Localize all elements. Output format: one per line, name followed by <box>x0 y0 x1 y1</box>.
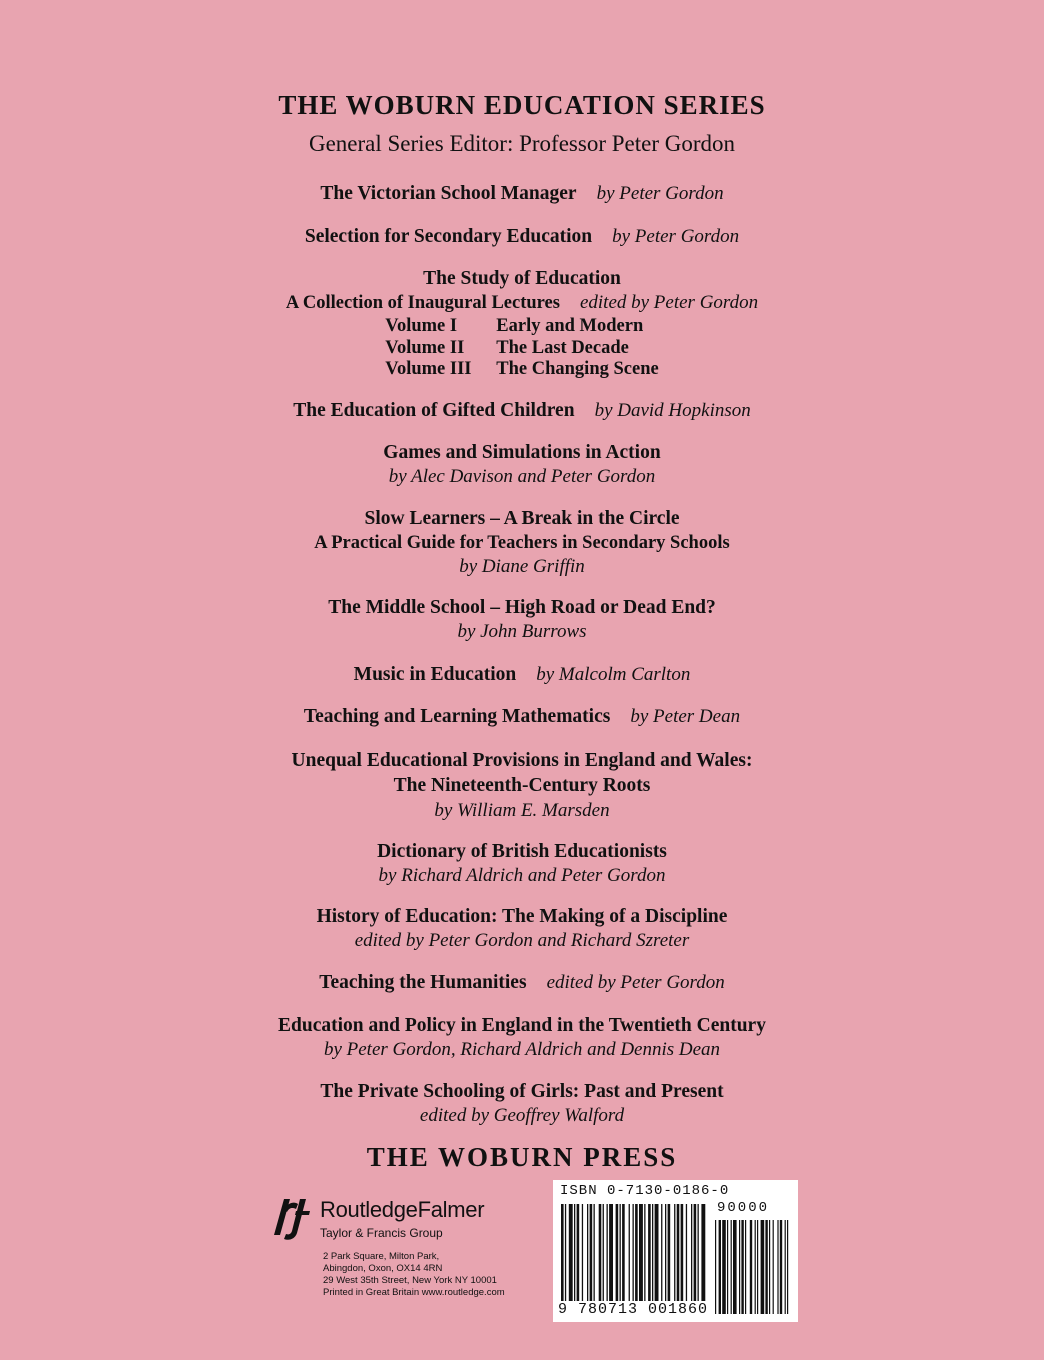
isbn-number: ISBN 0-7130-0186-0 <box>560 1183 730 1199</box>
barcode-bar <box>661 1204 662 1314</box>
barcode-bar <box>741 1220 743 1314</box>
book-entry <box>0 507 1044 579</box>
barcode-bar <box>698 1204 699 1314</box>
book-author: by Peter Gordon, Richard Aldrich and Dennis Dean <box>323 1039 721 1060</box>
book-subtitle: A Practical Guide for Teachers in Secondary Schools <box>314 533 730 553</box>
book-author: by William E. Marsden <box>434 800 610 821</box>
barcode-bar <box>750 1220 752 1314</box>
barcode-bar <box>574 1204 575 1314</box>
book-author: by David Hopkinson <box>594 400 751 421</box>
barcode-bar <box>773 1220 774 1314</box>
volume-list <box>385 316 658 381</box>
barcode-bar <box>731 1220 732 1314</box>
book-author: by Richard Aldrich and Peter Gordon <box>378 865 666 886</box>
address-line: Abingdon, Oxon, OX14 4RN <box>323 1263 443 1274</box>
barcode-bar <box>644 1204 645 1314</box>
series-title: THE WOBURN EDUCATION SERIES <box>278 90 766 120</box>
barcode-bar <box>681 1204 684 1314</box>
book-entry <box>0 663 1044 688</box>
barcode-bar <box>609 1204 613 1314</box>
publisher-address <box>323 1251 505 1299</box>
series-editor: General Series Editor: Professor Peter Gordon <box>308 131 736 156</box>
book-subtitle: The Nineteenth-Century Roots <box>393 775 651 796</box>
book-entry <box>0 441 1044 489</box>
book-author: by John Burrows <box>457 621 587 642</box>
book-title: The Study of Education <box>423 268 621 289</box>
barcode-bar <box>727 1220 728 1314</box>
barcode-bar <box>648 1204 651 1314</box>
book-author: edited by Peter Gordon <box>546 972 725 993</box>
barcode-bar <box>655 1204 659 1314</box>
volume-number: Volume II <box>385 337 465 358</box>
barcode-bar <box>694 1204 697 1314</box>
press-name: THE WOBURN PRESS <box>366 1142 678 1172</box>
book-title: Games and Simulations in Action <box>383 442 661 463</box>
address-line: 29 West 35th Street, New York NY 10001 <box>323 1275 497 1286</box>
book-author: by Peter Gordon <box>612 226 740 247</box>
book-title: Teaching and Learning Mathematics <box>303 706 611 727</box>
book-author: by Malcolm Carlton <box>536 664 691 685</box>
barcode-bar <box>733 1220 737 1314</box>
volume-title: The Changing Scene <box>496 359 659 379</box>
barcode-bar <box>594 1204 595 1314</box>
book-entry <box>0 971 1044 996</box>
barcode-bar <box>587 1204 588 1314</box>
address-line: Printed in Great Britain www.routledge.com <box>323 1287 505 1298</box>
barcode-bar <box>761 1220 765 1314</box>
book-subtitle: A Collection of Inaugural Lectures <box>285 293 560 313</box>
publisher-group: Taylor & Francis Group <box>320 1226 443 1240</box>
book-title: Teaching the Humanities <box>319 972 527 993</box>
barcode-bar <box>701 1204 705 1314</box>
publisher-name: RoutledgeFalmer <box>320 1197 485 1222</box>
book-entry <box>0 225 1044 250</box>
volume-row <box>385 316 658 338</box>
barcode-bar <box>745 1220 746 1314</box>
book-title: Dictionary of British Educationists <box>377 841 667 862</box>
book-entry <box>0 748 1044 823</box>
barcode-bar <box>639 1204 643 1314</box>
book-title: The Victorian School Manager <box>320 183 577 204</box>
barcode-bar <box>765 1220 767 1314</box>
ean-number: 9 780713 001860 <box>558 1301 709 1318</box>
barcode-bar <box>577 1204 580 1314</box>
book-entry <box>0 1014 1044 1062</box>
barcode-bar <box>739 1220 740 1314</box>
book-entry <box>0 1080 1044 1128</box>
book-title: The Education of Gifted Children <box>293 400 575 421</box>
barcode-bar <box>722 1220 726 1314</box>
book-entry <box>0 705 1044 730</box>
book-entry <box>0 905 1044 953</box>
barcode-bar <box>715 1220 716 1314</box>
barcode-bar <box>652 1204 653 1314</box>
barcode-bar <box>603 1204 604 1314</box>
barcode-bar <box>787 1220 788 1314</box>
book-title: The Private Schooling of Girls: Past and Present <box>320 1081 724 1102</box>
book-author: by Diane Griffin <box>459 556 585 577</box>
book-author: edited by Geoffrey Walford <box>419 1105 625 1126</box>
book-entry <box>0 267 1044 382</box>
book-author: by Alec Davison and Peter Gordon <box>388 466 656 487</box>
barcode-bar <box>780 1220 782 1314</box>
routledge-logo-icon <box>270 1195 316 1241</box>
barcode-bar <box>569 1204 573 1314</box>
barcode-bar <box>607 1204 608 1314</box>
barcode-bar <box>616 1204 619 1314</box>
barcode-bar <box>691 1204 692 1314</box>
barcode-bar <box>629 1204 630 1314</box>
barcode-bar <box>757 1220 758 1314</box>
book-entry <box>0 840 1044 888</box>
volume-number: Volume III <box>385 359 472 379</box>
barcode-bar <box>755 1220 756 1314</box>
book-title: History of Education: The Making of a Discipline <box>316 906 728 927</box>
volume-row <box>385 359 658 381</box>
barcode-bar <box>665 1204 666 1314</box>
book-title: Selection for Secondary Education <box>304 226 593 247</box>
barcode-bar <box>635 1204 638 1314</box>
volume-title: Early and Modern <box>496 316 644 336</box>
book-title: Music in Education <box>353 664 517 685</box>
barcode-bar <box>633 1204 634 1314</box>
address-line: 2 Park Square, Milton Park, <box>323 1251 440 1262</box>
volume-title: The Last Decade <box>496 337 629 358</box>
barcode-bar <box>582 1204 583 1314</box>
book-author: by Peter Gordon <box>596 183 724 204</box>
price-code: 90000 <box>717 1200 770 1216</box>
volume-number: Volume I <box>385 316 458 336</box>
isbn-barcode <box>553 1180 798 1322</box>
barcode-bar <box>674 1204 675 1314</box>
barcode-bar <box>677 1204 680 1314</box>
book-entry <box>0 182 1044 207</box>
barcode-bar <box>622 1204 625 1314</box>
barcode-bar <box>686 1204 687 1314</box>
barcode-bar <box>769 1220 770 1314</box>
barcode-bar <box>599 1204 602 1314</box>
barcode-bar <box>785 1220 786 1314</box>
barcode-bar <box>719 1220 721 1314</box>
barcode-bar <box>565 1204 566 1314</box>
book-title: Slow Learners – A Break in the Circle <box>364 508 680 529</box>
book-title: Education and Policy in England in the Twentieth Century <box>278 1015 766 1036</box>
barcode-bar <box>620 1204 621 1314</box>
barcode-bar <box>590 1204 593 1314</box>
book-author: edited by Peter Gordon and Richard Szreter <box>354 930 690 951</box>
book-author: by Peter Dean <box>630 706 741 727</box>
barcode-bar <box>668 1204 671 1314</box>
barcode-bar <box>561 1204 564 1314</box>
book-entry <box>0 596 1044 644</box>
book-entry <box>0 399 1044 424</box>
book-title: Unequal Educational Provisions in England and Wales: <box>291 750 753 771</box>
book-title: The Middle School – High Road or Dead End? <box>328 597 716 618</box>
barcode-bar <box>777 1220 778 1314</box>
book-author: edited by Peter Gordon <box>579 292 759 313</box>
volume-row <box>385 338 658 360</box>
